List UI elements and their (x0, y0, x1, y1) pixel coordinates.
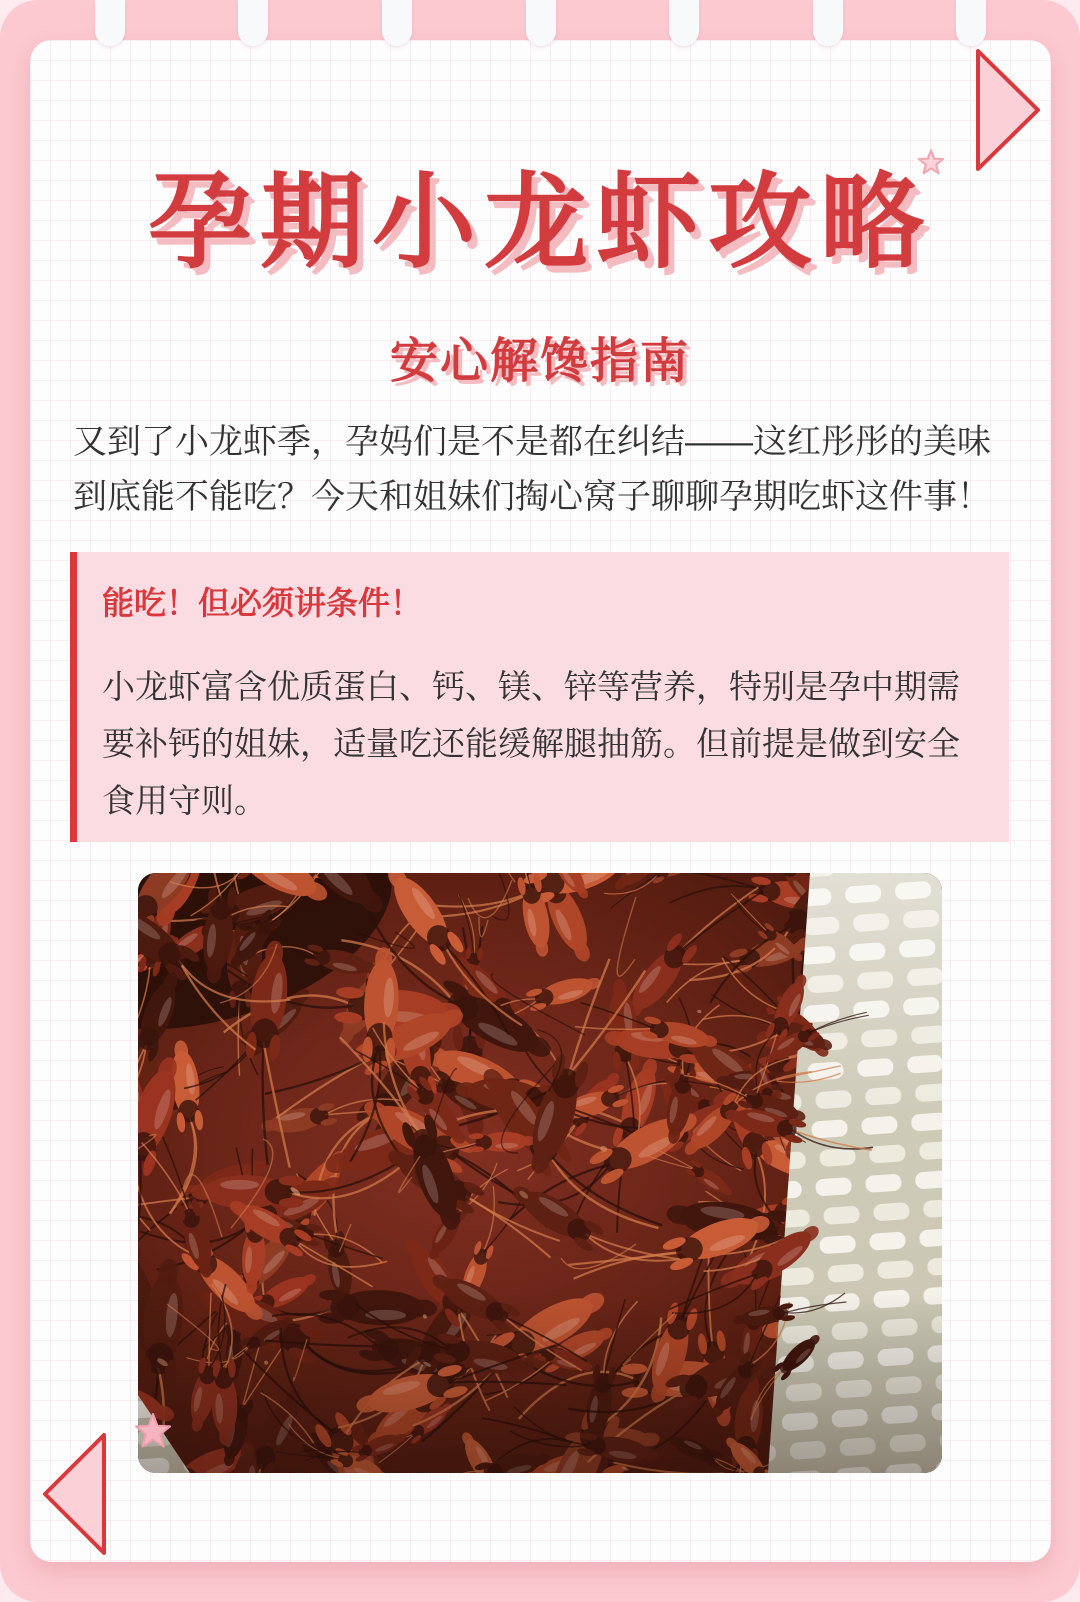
page-title: 孕期小龙虾攻略 (147, 165, 932, 281)
page-subtitle: 安心解馋指南 (389, 335, 690, 388)
info-callout (70, 552, 1009, 842)
crayfish-photo (138, 873, 942, 1473)
callout-body: 小龙虾富含优质蛋白、钙、镁、锌等营养，特别是孕中期需要补钙的姐妹，适量吃还能缓解腿抽筋。但前提是做到安全食用守则。 (102, 668, 960, 819)
triangle-left-icon (38, 1430, 108, 1558)
binder-tab (95, 0, 125, 46)
binder-tab (526, 0, 556, 46)
triangle-right-icon (975, 46, 1043, 174)
binder-tab (956, 0, 986, 46)
crayfish-photo-art (138, 873, 942, 1473)
star-icon (133, 1412, 173, 1452)
binder-tab (382, 0, 412, 46)
intro-paragraph: 又到了小龙虾季，孕妈们是不是都在纠结——这红彤彤的美味到底能不能吃？今天和姐妹们掏心窝子聊聊孕期吃虾这件事！ (73, 423, 991, 516)
binder-tab (669, 0, 699, 46)
callout-heading: 能吃！但必须讲条件！ (102, 585, 423, 621)
binder-tab (238, 0, 268, 46)
binder-tab (813, 0, 843, 46)
